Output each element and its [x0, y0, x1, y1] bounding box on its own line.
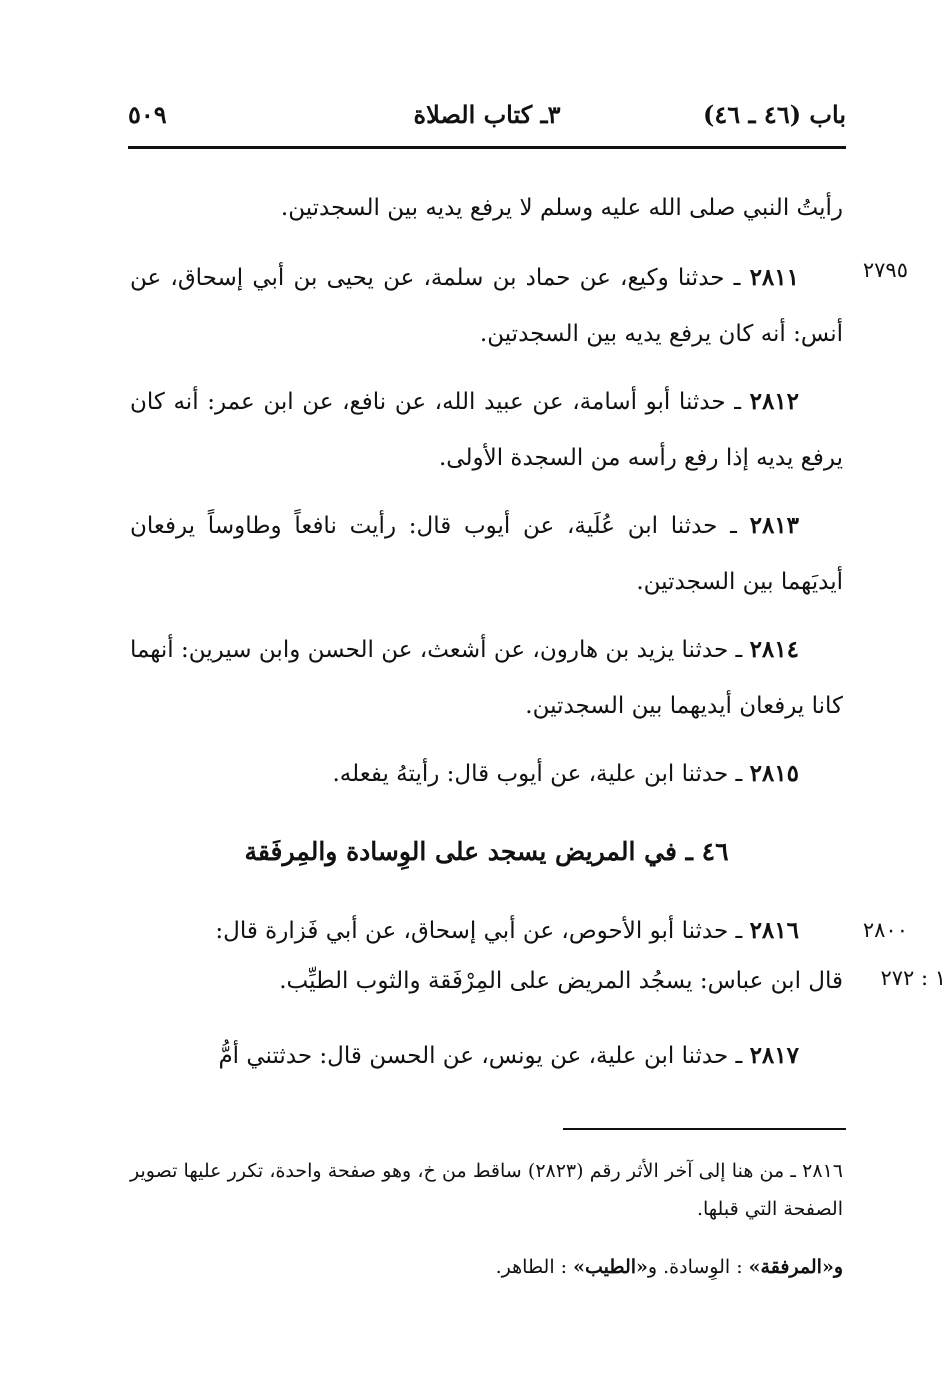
footnote-definition: : الطاهر.: [495, 1256, 574, 1278]
page-header: [128, 96, 846, 136]
hadith-text: ـ حدثنا ابن علية، عن أيوب قال: رأيتهُ يفعله.: [332, 761, 743, 787]
hadith-text: ـ حدثنا يزيد بن هارون، عن أشعث، عن الحسن وابن سيرين: أنهما كانا يرفعان أيديهما بين السجدتين.: [130, 637, 843, 719]
hadith-2817: [130, 1028, 843, 1084]
hadith-number: ٢٨١٧: [749, 1042, 799, 1069]
hadith-number: ٢٨١٢: [749, 388, 800, 415]
hadith-text: ـ حدثنا وكيع، عن حماد بن سلمة، عن يحيى بن أبي إسحاق، عن أنس: أنه كان يرفع يديه بين السجدتين.: [130, 265, 843, 347]
paragraph-continuation: [130, 180, 843, 236]
hadith-line: [130, 906, 843, 956]
hadith-number: ٢٨١١: [749, 264, 799, 291]
margin-number: ٢٨٠٠: [862, 918, 908, 942]
book-title: ٣ـ كتاب الصلاة: [413, 100, 561, 129]
section-title: ٤٦ ـ في المريض يسجد على الوِسادة والمِرفَقة: [244, 837, 729, 866]
hadith-2813: [130, 498, 843, 610]
hadith-text: ـ حدثنا ابن علية، عن يونس، عن الحسن قال: حدثتني أمُّ: [218, 1043, 743, 1069]
footnote-definition: : الوِسادة. و: [647, 1256, 749, 1278]
hadith-text: ـ حدثنا ابن عُلَية، عن أيوب قال: رأيت نافعاً وطاوساً يرفعان أيديَهما بين السجدتين.: [130, 513, 843, 595]
hadith-text: ـ حدثنا أبو أسامة، عن عبيد الله، عن نافع، عن ابن عمر: أنه كان يرفع يديه إذا رفع رأسه من السجدة الأولى.: [130, 389, 843, 471]
hadith-2816: [130, 906, 843, 1006]
page-number: ٥٠٩: [128, 100, 167, 129]
hadith-2812: [130, 374, 843, 486]
hadith-number: ٢٨١٣: [749, 512, 800, 539]
footnote-rule: [563, 1128, 846, 1130]
footnote-term: «الطيب»: [573, 1256, 648, 1278]
hadith-2811: [130, 250, 843, 362]
hadith-number: ٢٨١٥: [749, 760, 799, 787]
hadith-2815: [130, 746, 843, 802]
hadith-line: قال ابن عباس: يسجُد المريض على المِرْفَقة والثوب الطيِّب.: [279, 968, 843, 994]
hadith-number: ٢٨١٦: [749, 917, 799, 944]
margin-reference: ١ : ٢٧٢: [880, 966, 946, 990]
footnote-2: [130, 1248, 843, 1286]
hadith-number: ٢٨١٤: [749, 636, 799, 663]
hadith-2814: [130, 622, 843, 734]
margin-number: ٢٧٩٥: [862, 258, 908, 282]
paragraph-text: رأيتُ النبي صلى الله عليه وسلم لا يرفع يديه بين السجدتين.: [280, 195, 843, 221]
footnote-1: ٢٨١٦ ـ من هنا إلى آخر الأثر رقم (٢٨٢٣) ساقط من خ، وهو صفحة واحدة، تكرر عليها تصوير الصفحة التي قبلها.: [130, 1160, 843, 1220]
chapter-reference: باب (٤٦ ـ ٤٦): [703, 100, 846, 129]
header-rule: [128, 146, 846, 149]
footnote-term: و«المرفقة»: [748, 1256, 843, 1278]
hadith-text: ـ حدثنا أبو الأحوص، عن أبي إسحاق، عن أبي فَزارة قال:: [215, 918, 743, 944]
